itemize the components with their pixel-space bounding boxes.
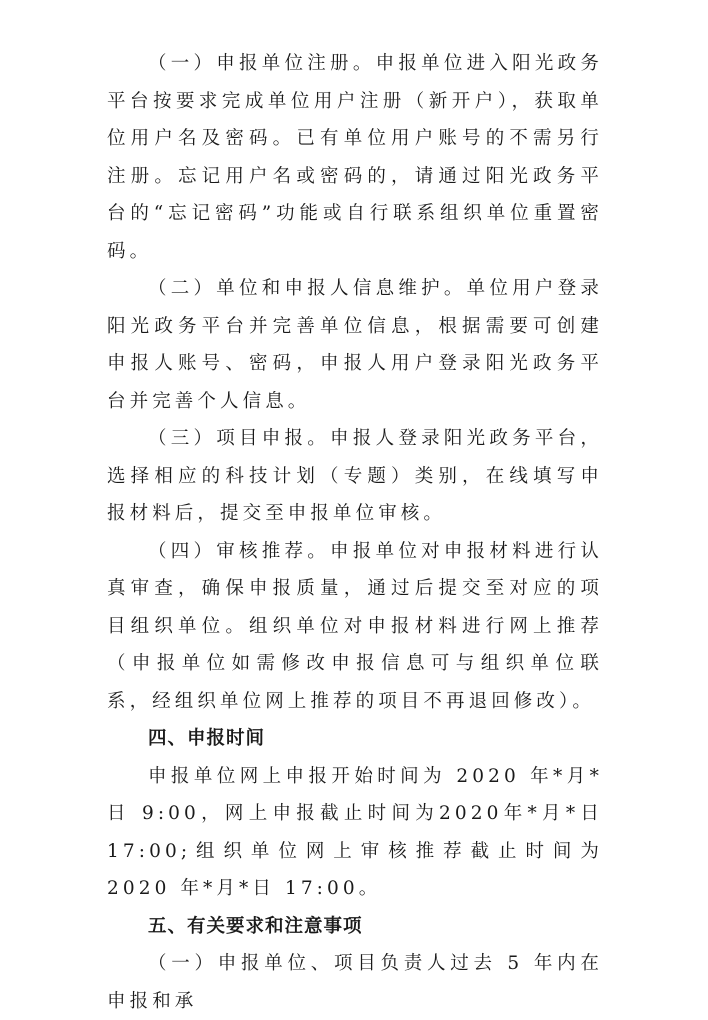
paragraph-project-application: （三）项目申报。申报人登录阳光政务平台，选择相应的科技计划（专题）类别，在线填写申报材料后，提交至申报单位审核。	[107, 428, 603, 524]
paragraph-application-time: 申报单位网上申报开始时间为 2020 年*月*日 9:00，网上申报截止时间为2020年*月*日 17:00;组织单位网上审核推荐截止时间为 2020 年*月*日 17:00。	[107, 765, 603, 899]
paragraph-requirements-1: （一）申报单位、项目负责人过去 5 年内在申报和承	[107, 953, 603, 1012]
section-heading-application-time: 四、申报时间	[148, 728, 266, 749]
paragraph-unit-registration: （一）申报单位注册。申报单位进入阳光政务平台按要求完成单位用户注册（新开户），获取单位用户名及密码。已有单位用户账号的不需另行注册。忘记用户名或密码的，请通过阳光政务平台的“忘记密码”功能或自行联系组织单位重置密码。	[107, 53, 603, 262]
paragraph-review-recommendation: （四）审核推荐。申报单位对申报材料进行认真审查，确保申报质量，通过后提交至对应的项目组织单位。组织单位对申报材料进行网上推荐（申报单位如需修改申报信息可与组织单位联系，经组织单位网上推荐的项目不再退回修改）。	[107, 540, 603, 712]
paragraph-info-maintenance: （二）单位和申报人信息维护。单位用户登录阳光政务平台并完善单位信息，根据需要可创建申报人账号、密码，申报人用户登录阳光政务平台并完善个人信息。	[107, 278, 603, 412]
document-page	[107, 45, 603, 1020]
section-heading-requirements: 五、有关要求和注意事项	[148, 915, 363, 937]
